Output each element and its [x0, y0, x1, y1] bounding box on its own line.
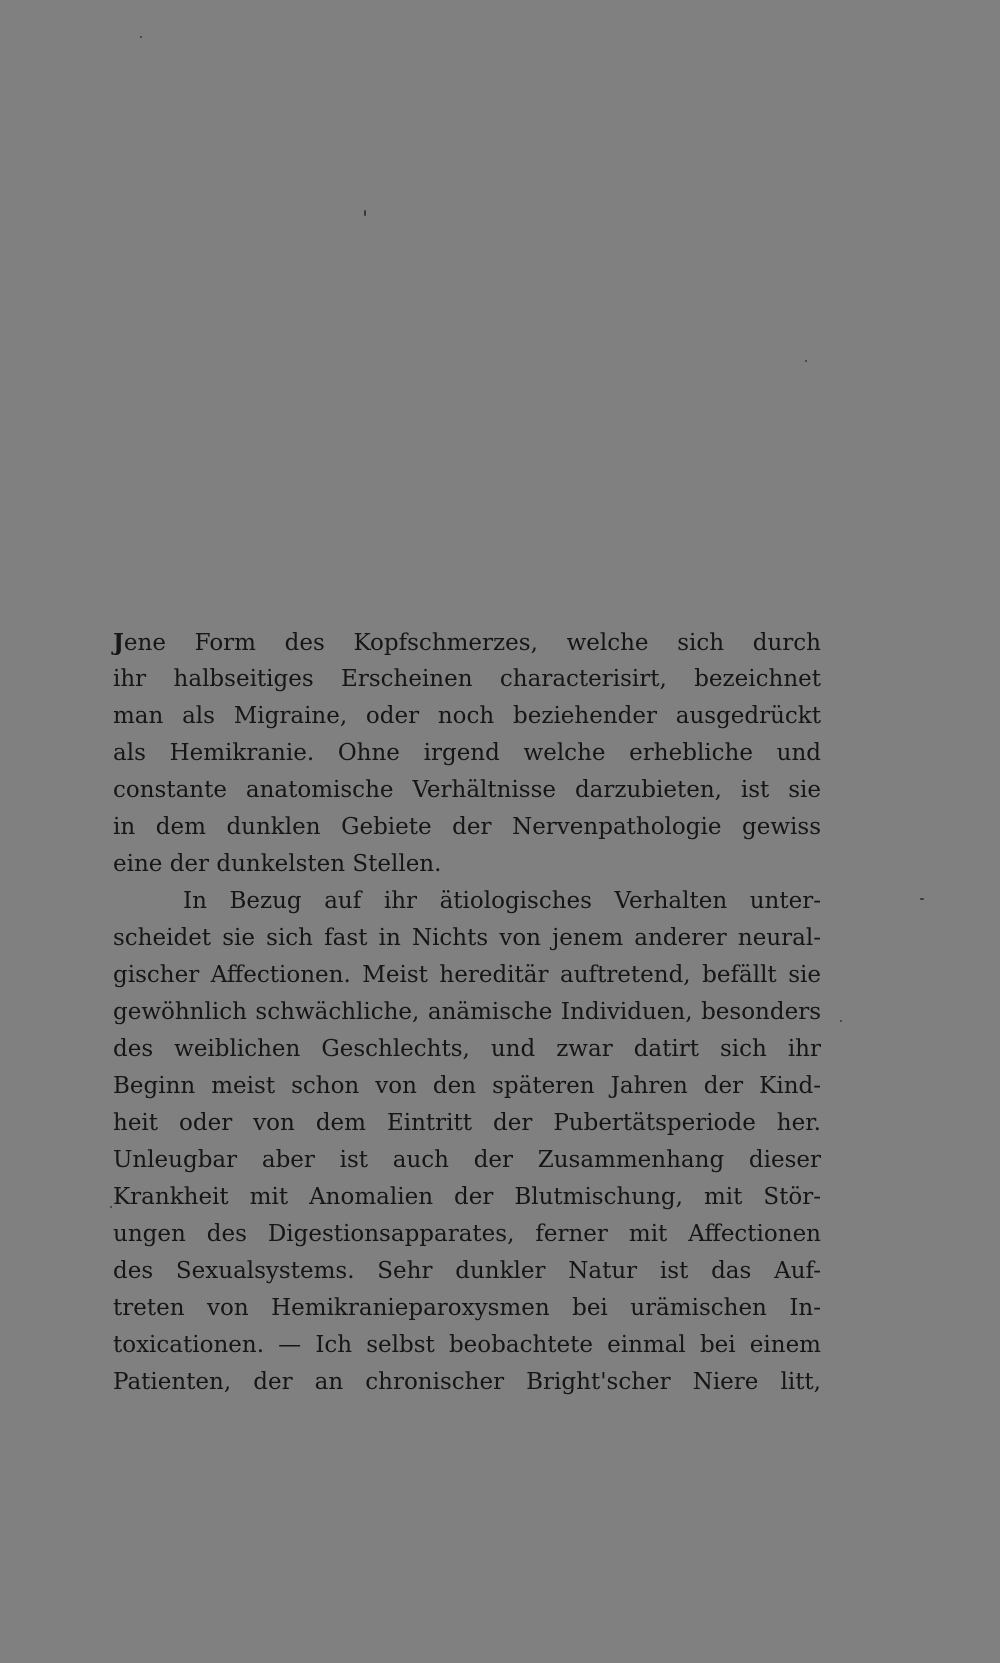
text-line: heit oder von dem Eintritt der Pubertätsperiode her. — [113, 1110, 821, 1136]
text-line: des Sexualsystems. Sehr dunkler Natur ist das Auf- — [113, 1258, 821, 1284]
text-line: constante anatomische Verhältnisse darzubieten, ist sie — [113, 777, 821, 803]
text-line: ungen des Digestionsapparates, ferner mit Affectionen — [113, 1221, 821, 1247]
scan-speck — [110, 1206, 112, 1208]
scan-speck — [140, 36, 142, 38]
scan-speck — [840, 1020, 842, 1022]
body-text — [113, 624, 821, 1401]
text-line: Unleugbar aber ist auch der Zusammenhang dieser — [113, 1147, 821, 1173]
text-line: ihr halbseitiges Erscheinen characterisirt, bezeichnet — [113, 666, 821, 692]
text-line: eine der dunkelsten Stellen. — [113, 851, 442, 877]
text-line: in dem dunklen Gebiete der Nervenpathologie gewiss — [113, 814, 821, 840]
text-line: toxicationen. — Ich selbst beobachtete einmal bei einem — [113, 1332, 821, 1358]
paragraph-2 — [113, 883, 821, 1401]
scan-speck — [364, 210, 366, 216]
text-line: des weiblichen Geschlechts, und zwar datirt sich ihr — [113, 1036, 821, 1062]
text-line: treten von Hemikranieparoxysmen bei urämischen In- — [113, 1295, 821, 1321]
paragraph-1 — [113, 624, 821, 883]
text-line: scheidet sie sich fast in Nichts von jenem anderer neural- — [113, 925, 821, 951]
text-line: In Bezug auf ihr ätiologisches Verhalten unter- — [183, 888, 821, 914]
scan-speck — [805, 360, 807, 362]
text-line: Krankheit mit Anomalien der Blutmischung, mit Stör- — [113, 1184, 821, 1210]
text-line — [113, 624, 821, 661]
text-line: man als Migraine, oder noch beziehender ausgedrückt — [113, 703, 821, 729]
text-line: gewöhnlich schwächliche, anämische Individuen, besonders — [113, 999, 821, 1025]
scan-speck — [920, 898, 924, 900]
text-line: gischer Affectionen. Meist hereditär auftretend, befällt sie — [113, 962, 821, 988]
text-line: als Hemikranie. Ohne irgend welche erhebliche und — [113, 740, 821, 766]
text-line: Patienten, der an chronischer Bright'scher Niere litt, — [113, 1369, 821, 1395]
line-text: ene Form des Kopfschmerzes, welche sich durch — [123, 630, 821, 656]
drop-cap: J — [113, 629, 124, 656]
text-line: Beginn meist schon von den späteren Jahren der Kind- — [113, 1073, 821, 1099]
